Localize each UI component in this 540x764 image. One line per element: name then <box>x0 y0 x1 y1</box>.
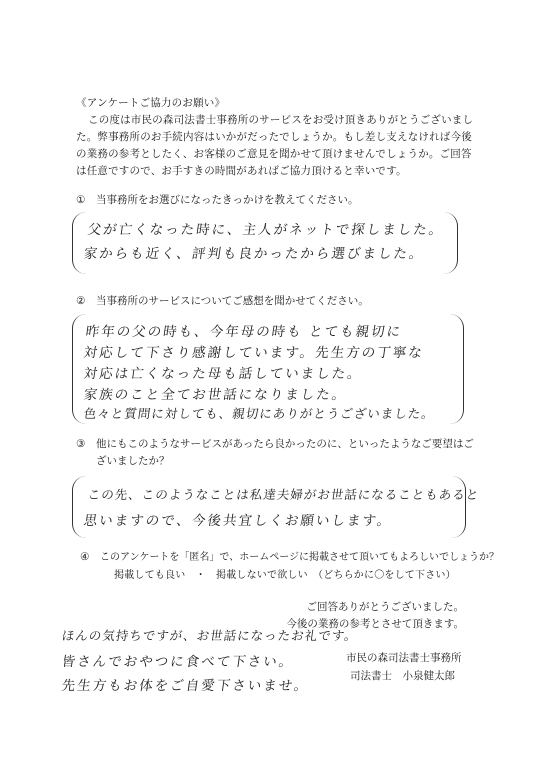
answer-2-line-1: 昨年の父の時も、今年母の時も とても親切に <box>84 324 404 340</box>
question-4 <box>80 549 499 569</box>
question-3-text: 他にもこのようなサービスがあったら良かったのに、といったようなご要望はございましたか？ <box>96 438 474 467</box>
answer-1-line-2: 家からも近く、評判も良かったから選びました。 <box>82 246 426 262</box>
question-1-text: 当事務所をお選びになったきっかけを教えてください。 <box>96 194 359 206</box>
question-3-number: ③ <box>76 438 86 450</box>
answer-3-line-1: この先、このようなことは私達夫婦がお世話になることもあると <box>86 487 481 502</box>
question-1 <box>76 192 476 212</box>
answer-2-line-2: 対応して下さり感謝しています。先生方の丁寧な <box>82 345 425 361</box>
answer-1-line-1: 父が亡くなった時に、主人がネットで探しました。 <box>86 222 446 238</box>
answer-2-line-5: 色々と質問に対しても、親切にありがとうございました。 <box>82 406 436 421</box>
answer-2-line-4: 家族のこと全てお世話になりました。 <box>82 387 349 403</box>
survey-intro: この度は市民の森司法書士事務所のサービスをお受け頂きありがとうございました。弊事務所のお手続内容はいかがだったでしょうか。もし差し支えなければ今後の業務の参考としたく、お客様のご意見を聞かせて頂けませんでしょうか。ご回答は任意ですので、お手すきの時間があればご協力頂けると幸いです。 <box>76 114 474 177</box>
survey-heading: 《アンケートご協力のお願い》 <box>76 97 226 109</box>
question-1-number: ① <box>76 194 86 206</box>
closing-line-1: ご回答ありがとうございました。 <box>306 601 464 613</box>
signature-title-name: 司法書士 小泉健太郎 <box>350 670 455 682</box>
question-4-options: 掲載しても良い ・ 掲載しないで欲しい （どちらかに〇をして下さい） <box>114 570 456 581</box>
postscript-line-3: 先生方もお体をご自愛下さいませ。 <box>60 678 311 694</box>
postscript-line-1: ほんの気持ちですが、お世話になったお礼です。 <box>60 628 359 643</box>
signature-office: 市民の森司法書士事務所 <box>346 652 462 664</box>
question-2-text: 当事務所のサービスについてご感想を聞かせてください。 <box>96 295 369 307</box>
question-3 <box>76 436 476 472</box>
question-4-number: ④ <box>80 551 90 563</box>
postscript-line-2: 皆さんでおやつに食べて下さい。 <box>60 654 296 670</box>
answer-2-line-3: 対応は亡くなった母も話していました。 <box>82 366 364 382</box>
question-2-number: ② <box>76 295 86 307</box>
closing-line-2: 今後の業務の参考とさせて頂きます。 <box>286 618 464 630</box>
answer-3-line-2: 思いますので、今後共宜しくお願いします。 <box>82 513 394 529</box>
question-4-text: このアンケートを「匿名」で、ホームページに掲載させて頂いてもよろしいでしょうか？ <box>100 552 499 563</box>
question-2 <box>76 293 476 313</box>
